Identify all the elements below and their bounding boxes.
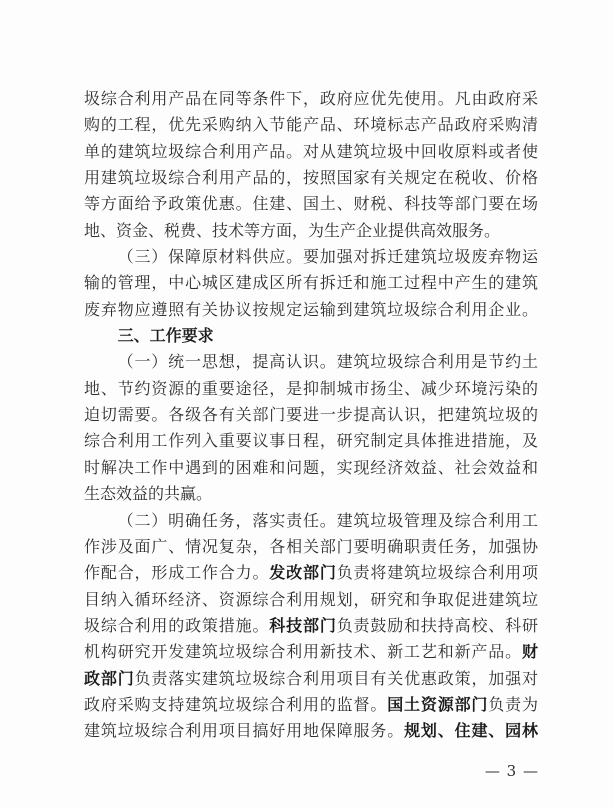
text-line	[84, 692, 538, 718]
text-line	[84, 86, 538, 112]
text-run: 输的管理，中心城区建成区所有拆迁和施工过程中产生的建筑	[84, 273, 538, 293]
bold-department: 政部门	[84, 668, 135, 688]
bold-department: 财	[521, 642, 538, 662]
paragraph-continuation	[84, 86, 538, 244]
text-run: 生态效益的共赢。	[84, 484, 213, 504]
text-line	[84, 218, 538, 244]
text-line	[84, 455, 538, 481]
text-run: 地、节约资源的重要途径，是抑制城市扬尘、减少环境污染的	[84, 378, 538, 398]
text-line	[84, 508, 538, 534]
text-run: 负责落实建筑垃圾综合利用项目有关优惠政策，加强对	[134, 668, 538, 688]
paragraph-raw-material-supply	[84, 244, 538, 323]
text-run: 作涉及面广、情况复杂，各相关部门要明确职责任务，加强协	[84, 536, 538, 556]
text-line	[84, 613, 538, 639]
text-run: 圾综合利用产品在同等条件下，政府应优先使用。凡由政府采	[84, 89, 538, 108]
text-run: 负责为	[488, 694, 538, 714]
bold-department: 发改部门	[269, 563, 337, 583]
text-run: 地、资金、税费、技术等方面，为生产企业提供高效服务。	[84, 220, 501, 240]
text-line	[84, 428, 538, 454]
text-line	[84, 666, 538, 692]
text-run: 购的工程，优先采购纳入节能产品、环境标志产品政府采购清	[84, 115, 538, 135]
text-run: 迫切需要。各级各有关部门要进一步提高认识，把建筑垃圾的	[84, 405, 538, 425]
text-line	[84, 191, 538, 217]
page-number: — 3 —	[484, 762, 539, 780]
text-run: 目纳入循环经济、资源综合利用规划，研究和争取促进建筑垃	[84, 589, 538, 609]
bold-department: 规划、住建、园林	[404, 721, 538, 741]
text-line	[84, 297, 538, 323]
paragraph-unify-thinking	[84, 349, 538, 507]
text-line	[84, 560, 538, 586]
heading-line	[84, 323, 538, 349]
text-run: 负责鼓励和扶持高校、科研	[336, 615, 538, 635]
bold-department: 科技部门	[269, 615, 337, 635]
text-run: 废弃物应遵照有关协议按规定运输到建筑垃圾综合利用企业。	[84, 299, 538, 319]
text-run: 机构研究开发建筑垃圾综合利用新技术、新工艺和新产品。	[84, 642, 522, 662]
text-line	[84, 639, 538, 665]
text-line	[84, 165, 538, 191]
section-heading	[84, 323, 538, 349]
bold-department: 国土资源部门	[387, 694, 489, 714]
text-line	[84, 587, 538, 613]
text-line	[84, 270, 538, 296]
text-line	[84, 139, 538, 165]
text-run: （三）保障原材料供应。要加强对拆迁建筑垃圾废弃物运	[117, 247, 538, 267]
heading-text: 三、工作要求	[117, 326, 214, 346]
text-run: 作配合，形成工作合力。	[84, 563, 270, 583]
text-run: 等方面给予政策优惠。住建、国土、财税、科技等部门要在场	[84, 194, 538, 214]
text-run: （一）统一思想，提高认识。建筑垃圾综合利用是节约土	[117, 352, 538, 372]
text-run: 综合利用工作列入重要议事日程，研究制定具体推进措施，及	[84, 431, 538, 451]
text-line	[84, 244, 538, 270]
text-line	[84, 402, 538, 428]
paragraph-clarify-tasks	[84, 508, 538, 745]
body-text	[84, 86, 538, 745]
text-line	[84, 534, 538, 560]
text-run: 用建筑垃圾综合利用产品的，按照国家有关规定在税收、价格	[84, 168, 538, 188]
text-run: （二）明确任务，落实责任。建筑垃圾管理及综合利用工	[117, 510, 538, 530]
text-line	[84, 376, 538, 402]
text-run: 圾综合利用的政策措施。	[84, 615, 270, 635]
text-run: 时解决工作中遇到的困难和问题，实现经济效益、社会效益和	[84, 457, 538, 477]
text-run: 建筑垃圾综合利用项目搞好用地保障服务。	[84, 721, 405, 741]
text-run: 政府采购支持建筑垃圾综合利用的监督。	[84, 694, 388, 714]
text-line	[84, 112, 538, 138]
text-line	[84, 349, 538, 375]
text-line	[84, 718, 538, 744]
text-run: 单的建筑垃圾综合利用产品。对从建筑垃圾中回收原料或者使	[84, 141, 538, 161]
text-line	[84, 481, 538, 507]
text-run: 负责将建筑垃圾综合利用项	[336, 563, 538, 583]
